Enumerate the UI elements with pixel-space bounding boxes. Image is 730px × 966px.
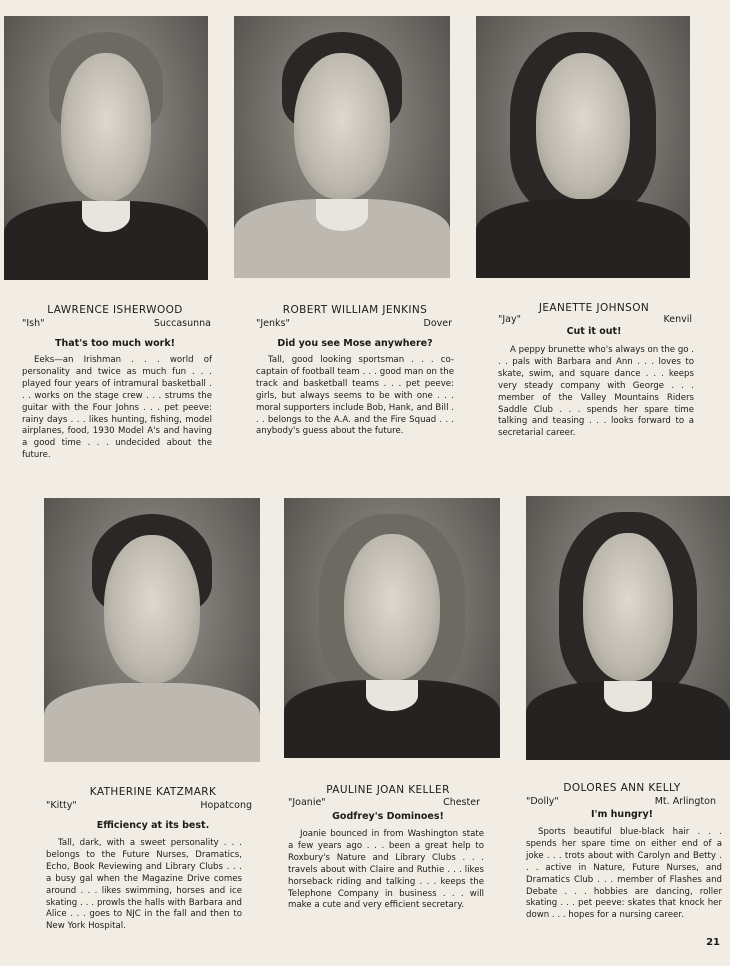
student-nickname: "Joanie" [288,797,326,808]
portrait-photo [4,16,208,280]
student-name: JEANETTE JOHNSON [538,302,650,314]
student-name: PAULINE JOAN KELLER [326,784,450,796]
student-motto: Cut it out! [566,326,622,337]
student-town: Mt. Arlington [654,796,716,807]
student-motto: Efficiency at its best. [96,820,210,831]
portrait-photo [476,16,690,278]
student-town: Hopatcong [200,800,252,811]
student-name: ROBERT WILLIAM JENKINS [282,304,428,316]
student-bio: Tall, good looking sportsman . . . co-captain of football team . . . good man on the track and basketball teams . . . pet peeve: girls, but always seems to be with one . . . moral supporters include Bob, Hank, and Bill . . . belongs to the A.A. and the Fire Squad . . . anybody's guess about the future. [256,355,454,437]
student-nickname: "Jenks" [256,318,290,329]
student-motto: Godfrey's Dominoes! [332,811,444,822]
student-bio: Tall, dark, with a sweet personality . . . belongs to the Future Nurses, Dramatics, Echo, Book Reviewing and Library Clubs . . . a busy gal when the Magazine Drive comes around . . . likes swimming, horses and ice skating . . . prowls the halls with Barbara and Alice . . . goes to NJC in the fall and then to New York Hospital. [46,838,242,932]
page-number: 21 [706,937,720,948]
student-name: DOLORES ANN KELLY [563,782,681,794]
student-town: Chester [443,797,480,808]
student-bio: Sports beautiful blue-black hair . . . spends her spare time on either end of a joke . . . trots about with Carolyn and Betty . . . active in Nature, Future Nurses, and Dramatics Club . . . member of Flashes and Debate . . . hobbies are dancing, roller skating . . . pet peeve: skates that knock her down . . . hopes for a nursing career. [526,827,722,921]
student-nickname: "Ish" [22,318,45,329]
portrait-photo [526,496,730,760]
portrait-photo [44,498,260,762]
student-name: LAWRENCE ISHERWOOD [47,304,183,316]
student-nickname: "Kitty" [46,800,77,811]
student-town: Dover [423,318,452,329]
student-nickname: "Jay" [498,314,521,325]
student-bio: Joanie bounced in from Washington state a few years ago . . . been a great help to Roxbury's Nature and Library Clubs . . . travels about with Claire and Ruthie . . . likes horseback riding and talking . . . keeps the Telephone Company in business . . . will make a cute and very efficient secretary. [288,829,484,911]
student-motto: I'm hungry! [591,809,653,820]
student-name: KATHERINE KATZMARK [89,786,217,798]
student-bio: A peppy brunette who's always on the go . . . pals with Barbara and Ann . . . loves to skate, swim, and square dance . . . keeps very steady company with George . . . member of the Valley Mountains Riders Saddle Club . . . spends her spare time talking and teasing . . . looks forward to a secretarial career. [498,345,695,439]
student-motto: That's too much work! [55,338,175,349]
student-bio: Eeks—an Irishman . . . world of personality and twice as much fun . . . played four years of intramural basketball . . . works on the stage crew . . . strums the guitar with the Four Johns . . . pet peeve: rainy days . . . likes hunting, fishing, model airplanes, food, 1930 Model A's and having a good time . . . undecided about the future. [22,355,212,461]
student-nickname: "Dolly" [526,796,559,807]
portrait-photo [234,16,450,278]
student-motto: Did you see Mose anywhere? [277,338,433,349]
student-town: Succasunna [153,318,211,329]
student-town: Kenvil [663,314,692,325]
portrait-photo [284,498,500,758]
